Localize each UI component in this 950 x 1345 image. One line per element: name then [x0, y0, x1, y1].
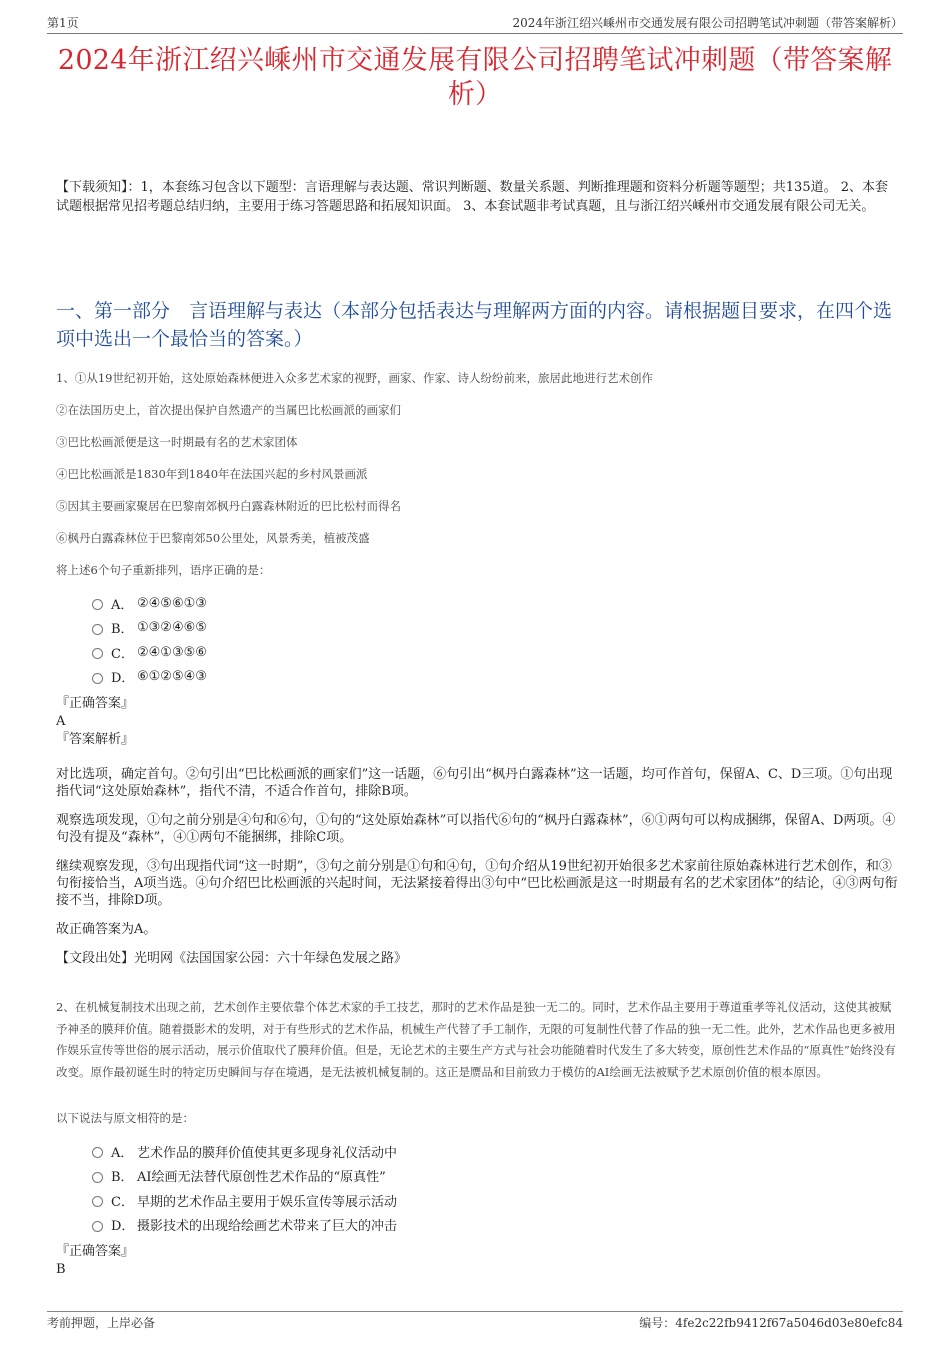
analysis-paragraph: 观察选项发现，①句之前分别是④句和⑥句，①句的“这处原始森林”可以指代⑥句的“枫丹白露森林”，⑥①两句可以构成捆绑，保留A、D两项。④句没有提及“森林”，④①两句不能捆绑，排除C项。 — [56, 813, 896, 845]
answer-label: 『正确答案』 — [56, 1244, 135, 1259]
radio-icon[interactable] — [92, 624, 103, 635]
q1-option-a[interactable]: A． ②④⑤⑥①③ — [92, 591, 207, 616]
answer-value: A — [56, 714, 66, 729]
q1-prompt: 将上述6个句子重新排列，语序正确的是： — [56, 563, 271, 577]
analysis-paragraph: 对比选项，确定首句。②句引出“巴比松画派的画家们”这一话题，⑥句引出“枫丹白露森林”这一话题，均可作首句，保留A、C、D三项。①句出现指代词“这处原始森林”，指代不清，不适合作首句，排除B项。 — [56, 767, 893, 799]
page-number: 第1页 — [47, 16, 79, 30]
analysis-label: 『答案解析』 — [56, 732, 135, 747]
q1-options — [92, 591, 207, 689]
radio-icon[interactable] — [92, 1172, 103, 1183]
footer-serial: 编号：4fe2c22fb9412f67a5046d03e80efc84 — [639, 1316, 903, 1330]
document-title: 2024年浙江绍兴嵊州市交通发展有限公司招聘笔试冲刺题（带答案解析） — [57, 45, 893, 110]
page-header — [47, 14, 903, 34]
q2-prompt: 以下说法与原文相符的是： — [56, 1111, 194, 1125]
q2-option-c[interactable]: C． 早期的艺术作品主要用于娱乐宣传等展示活动 — [92, 1188, 397, 1213]
footer-slogan: 考前押题，上岸必备 — [47, 1316, 156, 1330]
q1-option-c[interactable]: C． ②④①③⑤⑥ — [92, 640, 207, 665]
header-doc-title: 2024年浙江绍兴嵊州市交通发展有限公司招聘笔试冲刺题（带答案解析） — [512, 16, 903, 30]
radio-icon[interactable] — [92, 599, 103, 610]
header-divider — [47, 33, 903, 34]
q2-option-d[interactable]: D． 摄影技术的出现给绘画艺术带来了巨大的冲击 — [92, 1213, 397, 1238]
analysis-paragraph: 继续观察发现，③句出现指代词“这一时期”，③句之前分别是①句和④句，①句介绍从19世纪初开始很多艺术家前往原始森林进行艺术创作，和③句衔接恰当，A项当选。④句介绍巴比松画派的兴起时间，无法紧接着得出③句中“巴比松画派是这一时期最有名的艺术家团体”的结论，④③两句衔接不当，排除D项。 — [56, 859, 898, 908]
q1-option-d[interactable]: D． ⑥①②⑤④③ — [92, 665, 207, 690]
q1-line-5: ⑤因其主要画家聚居在巴黎南郊枫丹白露森林附近的巴比松村而得名 — [56, 499, 401, 513]
q1-line-6: ⑥枫丹白露森林位于巴黎南郊50公里处，风景秀美，植被茂盛 — [56, 531, 370, 545]
radio-icon[interactable] — [92, 1147, 103, 1158]
radio-icon[interactable] — [92, 648, 103, 659]
q1-answer-block — [56, 695, 134, 749]
analysis-paragraph: 故正确答案为A。 — [56, 922, 157, 937]
download-notice: 【下载须知】：1，本套练习包含以下题型：言语理解与表达题、常识判断题、数量关系题、判断推理题和资料分析题等题型；共135道。 2、本套试题根据常见招考题总结归纳，主要用于练习答题思路和拓展知识面。 3、本套试题非考试真题，且与浙江绍兴嵊州市交通发展有限公司无关。 — [56, 180, 888, 214]
answer-label: 『正确答案』 — [56, 696, 135, 711]
radio-icon[interactable] — [92, 1221, 103, 1232]
q2-option-b[interactable]: B． AI绘画无法替代原创性艺术作品的“原真性” — [92, 1164, 397, 1189]
q1-line-4: ④巴比松画派是1830年到1840年在法国兴起的乡村风景画派 — [56, 467, 368, 481]
radio-icon[interactable] — [92, 1196, 103, 1207]
footer-divider — [47, 1311, 903, 1312]
q1-line-2: ②在法国历史上，首次提出保护自然遗产的当属巴比松画派的画家们 — [56, 403, 401, 417]
q1-line-1: 1、①从19世纪初开始，这处原始森林便进入众多艺术家的视野，画家、作家、诗人纷纷前来，旅居此地进行艺术创作 — [56, 371, 653, 385]
q2-stem: 2、在机械复制技术出现之前，艺术创作主要依靠个体艺术家的手工技艺，那时的艺术作品是独一无二的。同时，艺术作品主要用于尊道重孝等礼仪活动，这使其被赋予神圣的膜拜价值。随着摄影术的发明，对于有些形式的艺术作品，机械生产代替了手工制作，无限的可复制性代替了作品的独一无二性。此外，艺术作品也更多被用作娱乐宣传等世俗的展示活动，展示价值取代了膜拜价值。但是，无论艺术的主要生产方式与社会功能随着时代发生了多大转变，原创性艺术作品的“原真性”始终没有改变。原作最初诞生时的特定历史瞬间与存在境遇，是无法被机械复制的。这正是赝品和目前致力于模仿的AI绘画无法被赋予艺术原创价值的根本原因。 — [56, 1000, 896, 1079]
q2-answer-block — [56, 1243, 134, 1279]
radio-icon[interactable] — [92, 673, 103, 684]
q1-option-b[interactable]: B． ①③②④⑥⑤ — [92, 616, 207, 641]
q1-analysis — [56, 766, 900, 979]
answer-value: B — [56, 1262, 66, 1277]
q2-options — [92, 1139, 397, 1237]
source-citation: 【文段出处】光明网《法国国家公园：六十年绿色发展之路》 — [56, 951, 408, 966]
q2-option-a[interactable]: A． 艺术作品的膜拜价值使其更多现身礼仪活动中 — [92, 1139, 397, 1164]
section-heading: 一、第一部分 言语理解与表达（本部分包括表达与理解两方面的内容。请根据题目要求，在四个选项中选出一个最恰当的答案。） — [56, 300, 893, 350]
q1-line-3: ③巴比松画派便是这一时期最有名的艺术家团体 — [56, 435, 298, 449]
